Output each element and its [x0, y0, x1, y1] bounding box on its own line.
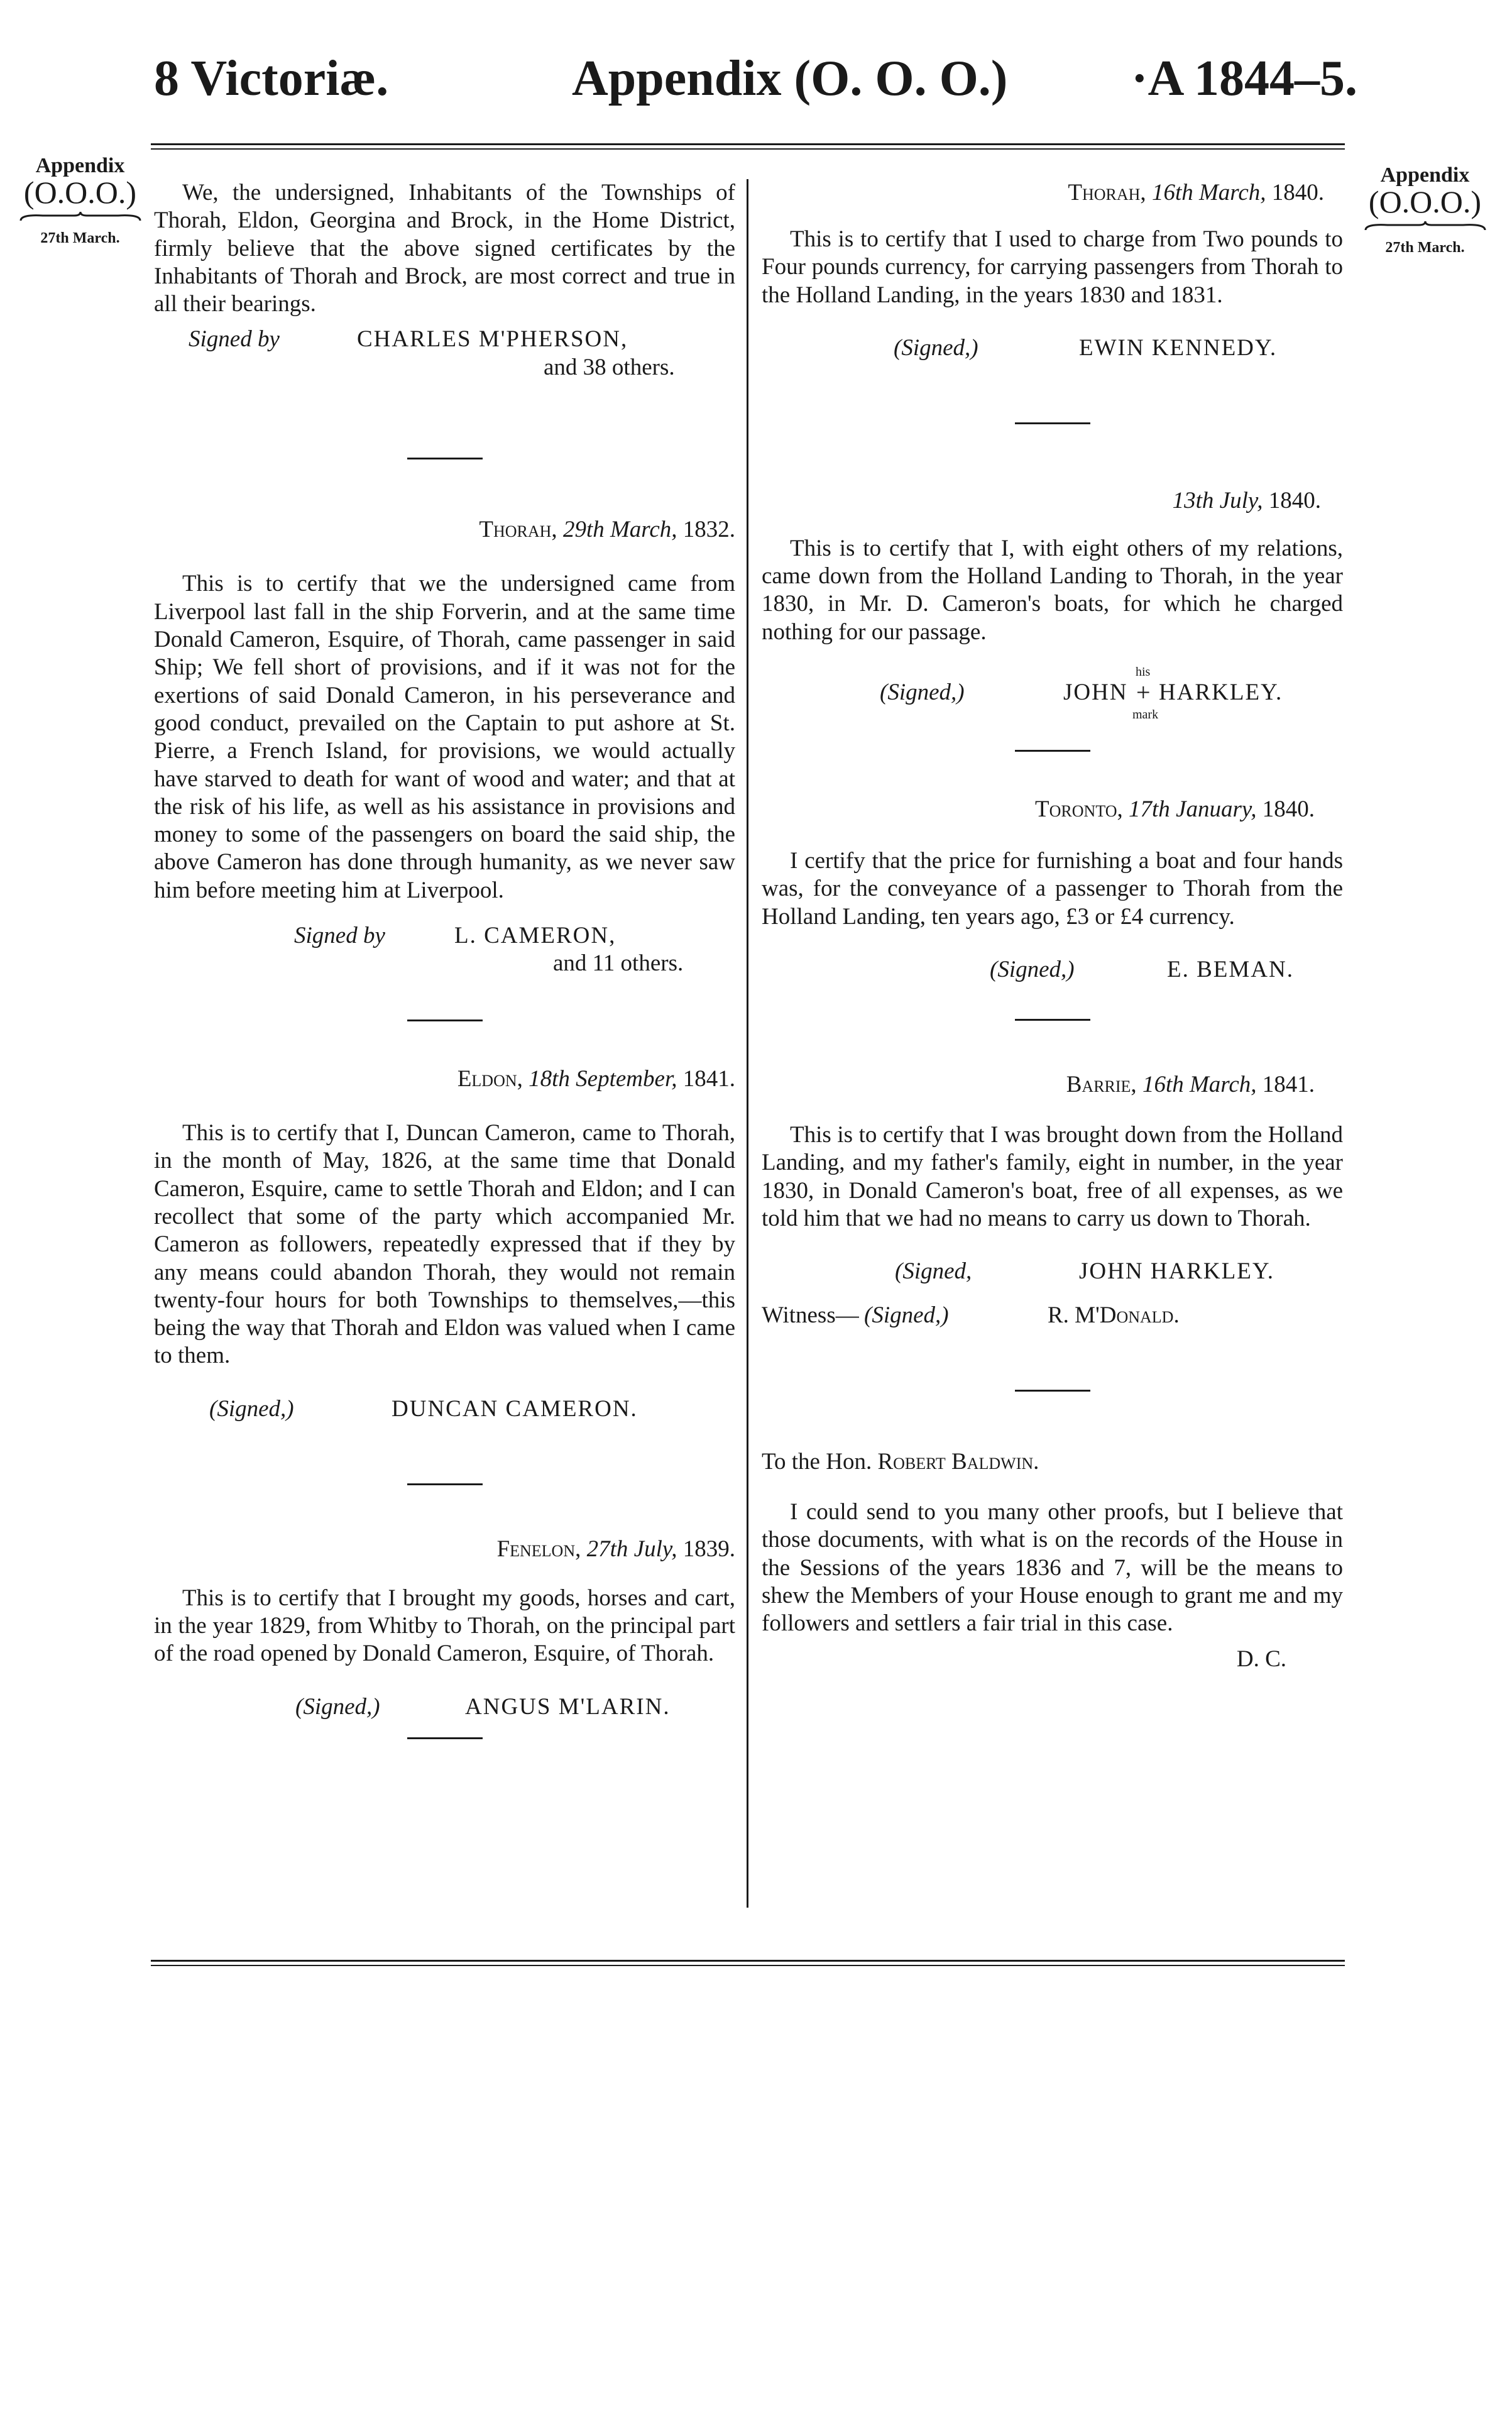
- section-separator: [407, 1020, 483, 1021]
- witness-label: Witness—: [762, 1302, 859, 1329]
- dateline-date: 27th July,: [586, 1536, 677, 1562]
- dateline-date: 17th January,: [1129, 796, 1257, 823]
- margin-code: (O.O.O.): [1368, 184, 1482, 219]
- dateline-year: 1840.: [1271, 180, 1324, 206]
- margin-date: 27th March.: [1385, 239, 1465, 256]
- witness-signed: (Signed,): [864, 1302, 949, 1329]
- dateline-place: Thorah,: [479, 517, 557, 543]
- left-column: [154, 179, 735, 1739]
- certificate-body: This is to certify that I, with eight others of my relations, came down from the Holland Landing to Thorah, in the year 1830, in Mr. D. Cameron's boats, for which he charged nothing for our passage.: [762, 535, 1343, 645]
- signature-name: CHARLES M'PHERSON,: [357, 326, 628, 353]
- signature-extra: and 11 others.: [553, 950, 684, 977]
- dateline-place: Fenelon,: [496, 1536, 581, 1562]
- dateline: [762, 796, 1343, 823]
- signature-extra: and 38 others.: [544, 355, 675, 381]
- right-column: [762, 179, 1343, 1673]
- certificate-body: We, the undersigned, Inhabitants of the Townships of Thorah, Eldon, Georgina and Brock, in the Home District, firmly believe that the above signed certificates by the Inhabitants of Thorah and Brock, are most correct and true in all their bearings.: [154, 180, 735, 317]
- dateline-year: 1839.: [682, 1536, 735, 1562]
- signature-block: [154, 1693, 735, 1731]
- signature-block: [154, 922, 735, 991]
- margin-appendix: Appendix: [35, 154, 125, 177]
- header-right: ·A 1844–5.: [1131, 51, 1358, 106]
- signature-label: (Signed,): [295, 1693, 380, 1720]
- footer-rule-2: [151, 1965, 1345, 1966]
- letter-body: I could send to you many other proofs, but I believe that those documents, with what is on the records of the House in the Sessions of the years 1836 and 7, will be the means to shew the Members of your House enough to grant me and my followers and settlers a fair trial in this case.: [762, 1499, 1343, 1637]
- header-rule: [151, 143, 1345, 145]
- dateline-year: 1832.: [682, 517, 735, 543]
- address-line: [762, 1448, 1343, 1476]
- header-center: Appendix (O. O. O.): [572, 51, 1008, 106]
- signature-name: E. BEMAN.: [1167, 956, 1294, 982]
- dateline-place: Toronto,: [1035, 796, 1123, 823]
- signature-his: his: [1136, 665, 1151, 679]
- section-separator: [1015, 1390, 1090, 1392]
- margin-appendix: Appendix: [1380, 163, 1470, 187]
- footer-rule: [151, 1960, 1345, 1962]
- signature-label: (Signed,): [880, 679, 965, 706]
- signature-label: (Signed,): [990, 956, 1075, 982]
- certificate-body: This is to certify that I used to charge from Two pounds to Four pounds currency, for carrying passengers from Thorah to the Holland Landing, in the years 1830 and 1831.: [762, 226, 1343, 308]
- signature-mark: mark: [1132, 708, 1159, 722]
- letter-signature: D. C.: [1236, 1646, 1286, 1672]
- dateline-date: 18th September,: [529, 1066, 677, 1092]
- section-separator: [1015, 750, 1090, 752]
- dateline-date: 16th March,: [1151, 180, 1266, 206]
- certificate-body: This is to certify that I brought my goods, horses and cart, in the year 1829, from Whitby to Thorah, on the principal part of the road opened by Donald Cameron, Esquire, of Thorah.: [154, 1585, 735, 1667]
- margin-date: 27th March.: [40, 230, 120, 246]
- signature-name: ANGUS M'LARIN.: [465, 1693, 671, 1720]
- margin-code: (O.O.O.): [23, 175, 137, 210]
- dateline-place: Eldon,: [457, 1066, 523, 1092]
- address-name: Robert Baldwin.: [877, 1449, 1039, 1475]
- address-prefix: To the Hon.: [762, 1449, 872, 1475]
- section-separator: [407, 458, 483, 459]
- signature-block: [154, 1395, 735, 1433]
- signature-block: [154, 326, 735, 395]
- dateline: [762, 1071, 1343, 1099]
- dateline: [154, 516, 735, 544]
- margin-note-right: [1357, 163, 1493, 256]
- signature-label: Signed by: [189, 326, 280, 353]
- signature-name: L. CAMERON,: [454, 923, 616, 949]
- signature-block: [762, 665, 1343, 734]
- dateline-place: Thorah,: [1068, 180, 1146, 206]
- dateline-date: 29th March,: [562, 517, 677, 543]
- dateline-year: 1841.: [682, 1066, 735, 1092]
- certificate-body: This is to certify that I, Duncan Cameron, came to Thorah, in the month of May, 1826, at the same time that Donald Cameron, Esquire, came to settle Thorah and Eldon; and I can recollect that some of the party which accompanied Mr. Cameron as followers, repeatedly expressed that if they by any means could abandon Thorah, they would not remain twenty-four hours for both Townships to themselves,—this being the way that Thorah and Eldon was valued when I came to them.: [154, 1120, 735, 1369]
- certificate-body: This is to certify that we the undersigned came from Liverpool last fall in the ship Forverin, and at the same time Donald Cameron, Esquire, of Thorah, came passenger in said Ship; We fell short of provisions, and if it was not for the exertions of said Donald Cameron, in his perseverance and good conduct, prevailed on the Captain to put ashore at St. Pierre, a French Island, for provisions, we would actually have starved to death for want of wood and water; and that at the risk of his life, as well as his assistance in provisions and money to some of the passengers on board the said ship, the above Cameron has done through humanity, as we never saw him before meeting him at Liverpool.: [154, 571, 735, 903]
- dateline-year: 1840.: [1262, 796, 1315, 823]
- dateline-year: 1841.: [1262, 1071, 1315, 1097]
- signature-first: JOHN: [1063, 679, 1128, 706]
- signature-label: (Signed,): [209, 1395, 294, 1422]
- witness-block: [762, 1302, 1343, 1339]
- dateline-place: Barrie,: [1066, 1071, 1137, 1097]
- signature-last: HARKLEY.: [1159, 679, 1283, 706]
- section-separator: [1015, 1019, 1090, 1021]
- margin-note-left: [13, 154, 148, 247]
- header-rule-2: [151, 148, 1345, 150]
- signature-label: (Signed,): [894, 334, 978, 361]
- section-separator: [1015, 422, 1090, 424]
- section-separator: [407, 1737, 483, 1739]
- dateline-date: 13th July,: [1172, 487, 1263, 514]
- witness-name: R. M'Donald.: [1048, 1302, 1180, 1329]
- dateline-date: 16th March,: [1142, 1071, 1257, 1097]
- signature-block: [762, 1258, 1343, 1295]
- certificate-body: I certify that the price for furnishing a boat and four hands was, for the conveyance of a passenger to Thorah from the Holland Landing, ten years ago, £3 or £4 currency.: [762, 848, 1343, 930]
- dateline: [762, 179, 1343, 207]
- certificate-body: This is to certify that I was brought down from the Holland Landing, and my father's family, eight in number, in the year 1830, in Donald Cameron's boat, free of all expenses, as we told him that we had no means to carry us down to Thorah.: [762, 1121, 1343, 1231]
- column-divider: [747, 179, 748, 1908]
- header-left: 8 Victoriæ.: [154, 51, 389, 106]
- signature-block: [762, 956, 1343, 994]
- brace-icon: [18, 211, 143, 223]
- dateline-year: 1840.: [1268, 487, 1321, 514]
- signature-name: JOHN HARKLEY.: [1079, 1258, 1275, 1285]
- dateline: [154, 1536, 735, 1563]
- signature-name: DUNCAN CAMERON.: [392, 1395, 638, 1422]
- signature-block: [762, 334, 1343, 372]
- section-separator: [407, 1483, 483, 1485]
- signature-label: (Signed,: [895, 1258, 972, 1285]
- signature-name: EWIN KENNEDY.: [1079, 334, 1278, 361]
- brace-icon: [1362, 220, 1488, 233]
- signature-label: Signed by: [294, 923, 385, 949]
- mark-icon: +: [1136, 678, 1151, 707]
- dateline: [762, 487, 1343, 515]
- dateline: [154, 1065, 735, 1093]
